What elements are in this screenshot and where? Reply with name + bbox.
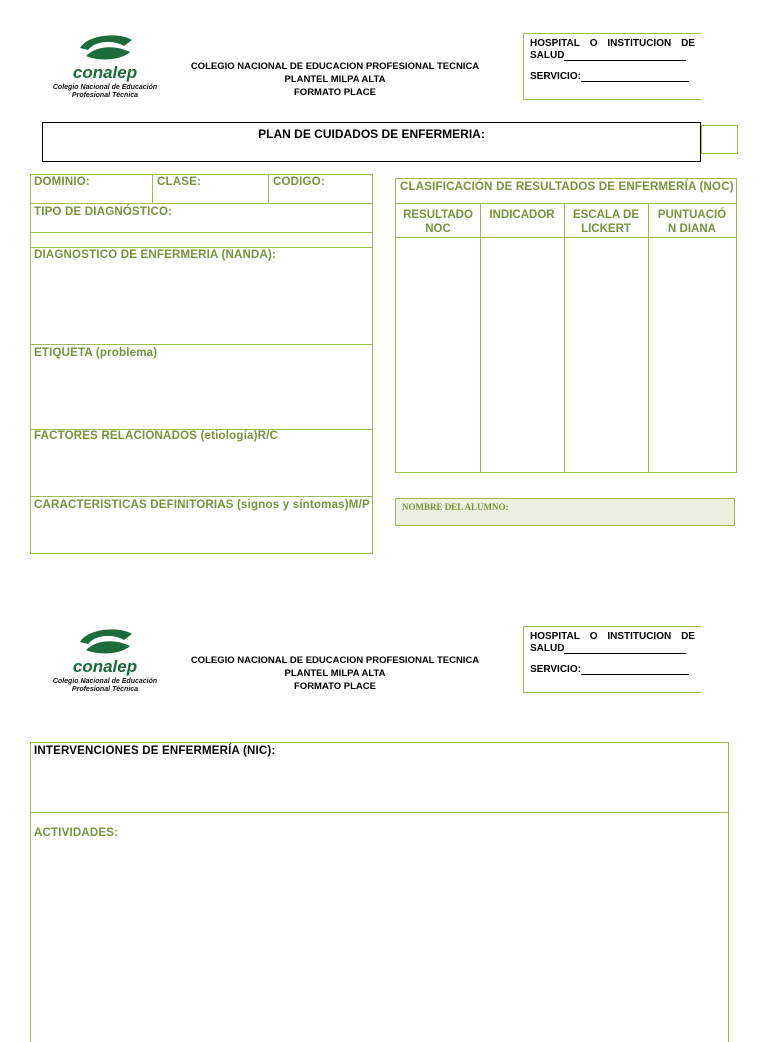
servicio-field[interactable] bbox=[581, 664, 689, 675]
hospital-word-1: HOSPITAL bbox=[530, 38, 580, 49]
logo-subtitle-1: Colegio Nacional de Educación bbox=[52, 678, 158, 685]
hospital-word-5: SALUD bbox=[530, 643, 565, 654]
conalep-logo-2 bbox=[40, 624, 170, 694]
hospital-word-3: INSTITUCION bbox=[607, 38, 672, 49]
nanda-label: DIAGNOSTICO DE ENFERMERIA (NANDA): bbox=[34, 249, 277, 261]
hospital-field[interactable] bbox=[564, 643, 686, 654]
actividades-label: ACTIVIDADES: bbox=[34, 827, 119, 839]
noc-title: CLASIFICACIÓN DE RESULTADOS DE ENFERMERÍA (NOC) bbox=[400, 181, 734, 193]
alumno-label: NOMBRE DEL ALUMNO: bbox=[402, 502, 509, 512]
school-format: FORMATO PLACE bbox=[294, 87, 376, 98]
care-plan-title-box bbox=[42, 122, 701, 162]
school-campus: PLANTEL MILPA ALTA bbox=[284, 668, 386, 679]
noc-col-resultado: RESULTADO NOC bbox=[403, 209, 473, 235]
hospital-field[interactable] bbox=[564, 50, 686, 61]
logo-subtitle-2: Profesional Técnica bbox=[71, 686, 139, 693]
noc-table bbox=[395, 178, 737, 473]
school-info bbox=[190, 60, 480, 99]
conalep-emblem-icon bbox=[40, 30, 170, 66]
noc-col-escala: ESCALA DE LICKERT bbox=[572, 209, 640, 235]
noc-col-puntuacion: PUNTUACIÓ N DIANA bbox=[657, 209, 727, 235]
hospital-word-4: DE bbox=[681, 38, 695, 49]
clase-label: CLASE: bbox=[157, 176, 202, 188]
logo-subtitle-2: Profesional Técnica bbox=[71, 92, 139, 99]
hospital-box bbox=[523, 33, 701, 100]
hospital-word-5: SALUD bbox=[530, 50, 565, 61]
servicio-label: SERVICIO: bbox=[530, 71, 581, 82]
school-name: COLEGIO NACIONAL DE EDUCACION PROFESIONAL TECNICA bbox=[190, 61, 480, 72]
school-campus: PLANTEL MILPA ALTA bbox=[284, 74, 386, 85]
hospital-box-2 bbox=[523, 626, 701, 693]
dominio-label: DOMINIO: bbox=[34, 176, 90, 188]
school-name: COLEGIO NACIONAL DE EDUCACION PROFESIONAL TECNICA bbox=[190, 655, 480, 666]
page-title: PLAN DE CUIDADOS DE ENFERMERIA: bbox=[258, 127, 485, 141]
logo-name: conalep bbox=[72, 63, 138, 82]
etiqueta-label: ETIQUETA (problema) bbox=[34, 347, 158, 359]
codigo-label: CODIGO: bbox=[273, 176, 325, 188]
title-side-box[interactable] bbox=[701, 125, 738, 154]
conalep-emblem-icon bbox=[40, 624, 170, 660]
hospital-word-2: O bbox=[589, 38, 598, 49]
nic-label: INTERVENCIONES DE ENFERMERÍA (NIC): bbox=[34, 745, 276, 757]
hospital-word-2: O bbox=[589, 631, 598, 642]
school-info-2 bbox=[190, 654, 480, 693]
servicio-label: SERVICIO: bbox=[530, 664, 581, 675]
hospital-word-4: DE bbox=[681, 631, 695, 642]
alumno-box[interactable] bbox=[395, 498, 735, 526]
nic-table bbox=[30, 742, 729, 1042]
school-format: FORMATO PLACE bbox=[294, 681, 376, 692]
noc-col-indicador: INDICADOR bbox=[489, 209, 555, 221]
tipo-diagnostico-label: TIPO DE DIAGNÓSTICO: bbox=[34, 206, 173, 218]
factores-label: FACTORES RELACIONADOS (etiología)R/C bbox=[34, 430, 279, 442]
diagnosis-table bbox=[30, 174, 373, 554]
caracteristicas-label: CARACTERISTICAS DEFINITORIAS (signos y síntomas)M/P bbox=[34, 499, 370, 511]
hospital-word-1: HOSPITAL bbox=[530, 631, 580, 642]
logo-subtitle-1: Colegio Nacional de Educación bbox=[52, 84, 158, 91]
logo-name: conalep bbox=[72, 657, 138, 676]
servicio-field[interactable] bbox=[581, 71, 689, 82]
conalep-logo bbox=[40, 30, 170, 100]
hospital-word-3: INSTITUCION bbox=[607, 631, 672, 642]
